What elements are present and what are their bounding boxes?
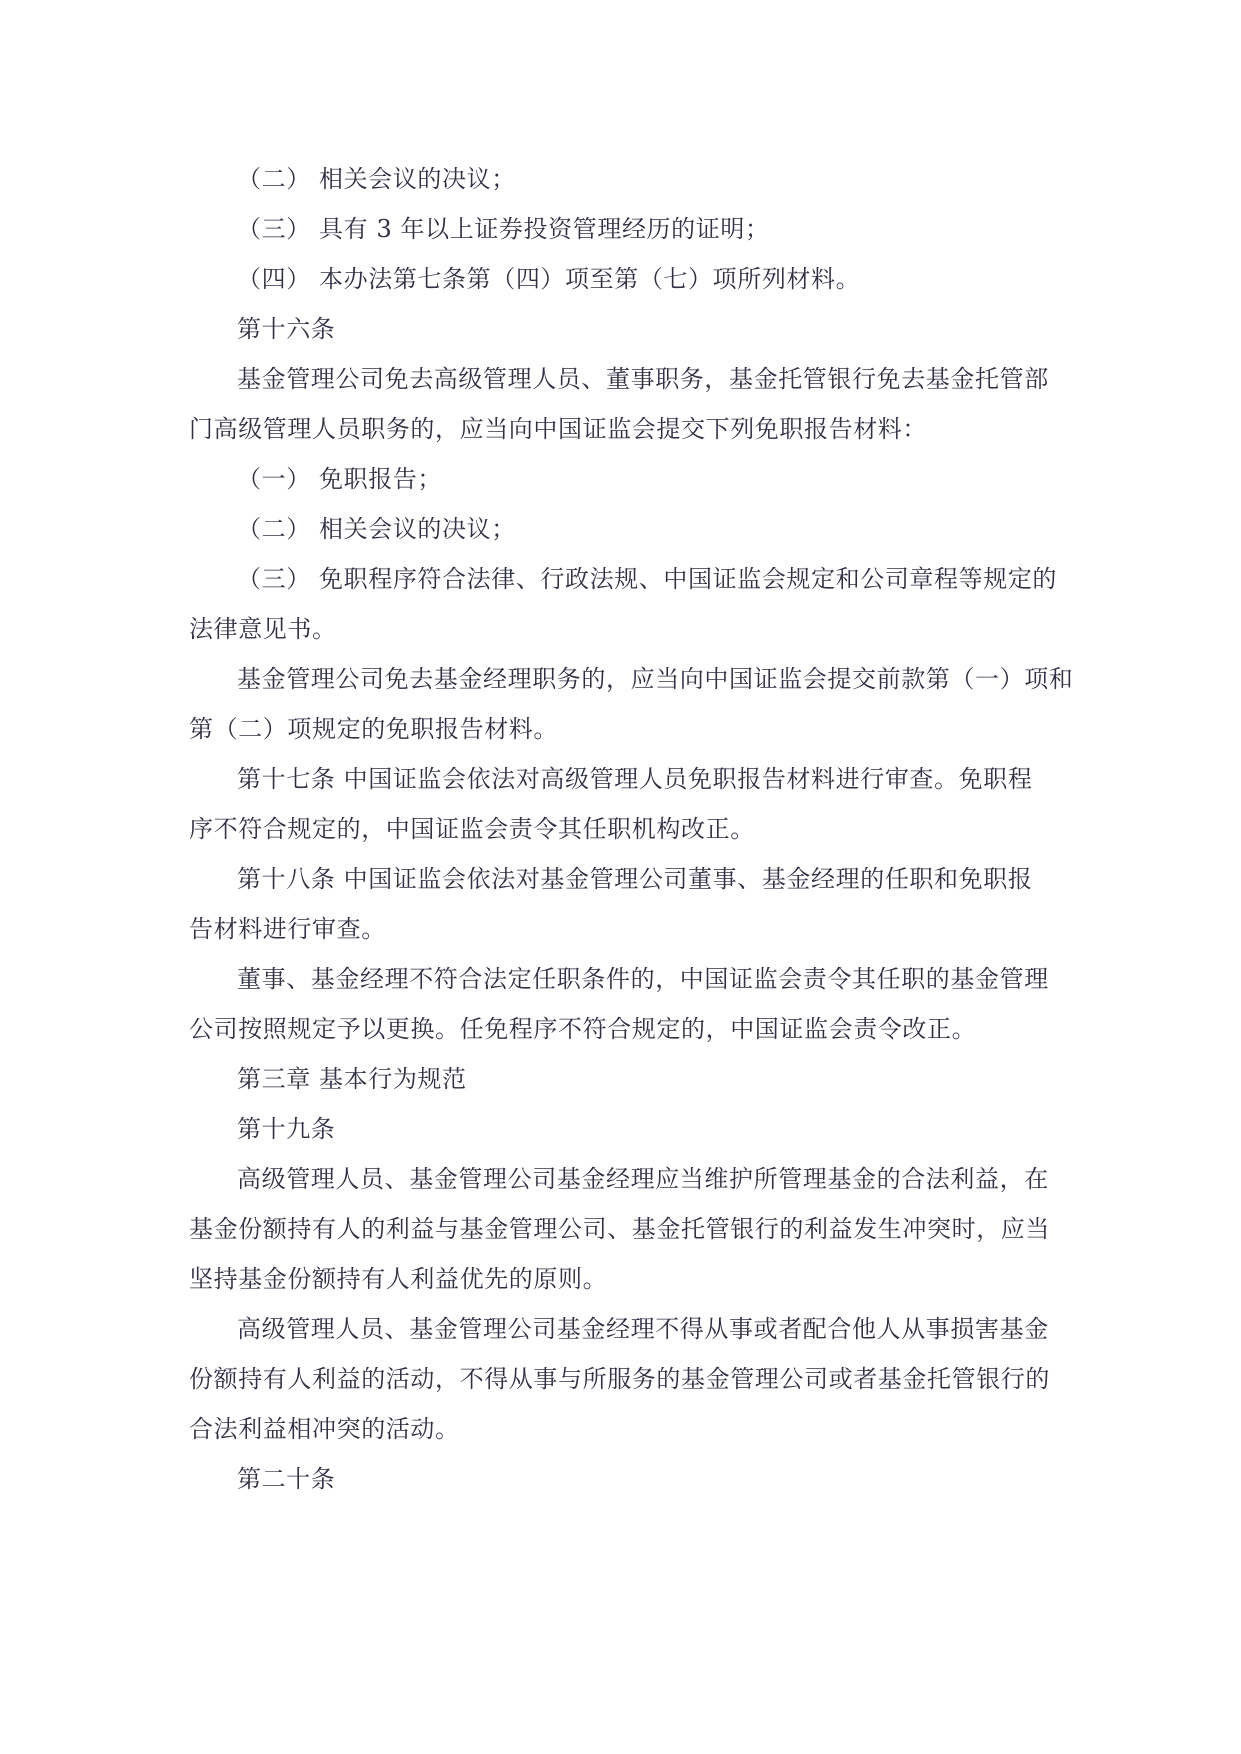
paragraph-line: 公司按照规定予以更换。任免程序不符合规定的，中国证监会责令改正。 [189,1015,977,1043]
document-paragraph [189,554,1061,654]
paragraph-line: 告材料进行审查。 [189,915,386,943]
paragraph-line: 第二十条 [237,1465,336,1493]
paragraph-line: 第十七条 中国证监会依法对高级管理人员免职报告材料进行审查。免职程 [237,765,1033,793]
paragraph-line: （一） 免职报告； [237,465,443,493]
document-paragraph [189,954,1061,1054]
paragraph-line: 第十八条 中国证监会依法对基金管理公司董事、基金经理的任职和免职报 [237,865,1033,893]
paragraph-line: （三） 具有 3 年以上证券投资管理经历的证明； [237,215,770,243]
paragraph-line: 第三章 基本行为规范 [237,1065,467,1093]
paragraph-line: 基金份额持有人的利益与基金管理公司、基金托管银行的利益发生冲突时，应当 [189,1215,1050,1243]
paragraph-line: 法律意见书。 [189,615,337,643]
document-paragraph [189,254,1061,304]
paragraph-line: 序不符合规定的，中国证监会责令其任职机构改正。 [189,815,755,843]
paragraph-line: 第（二）项规定的免职报告材料。 [189,715,558,743]
document-paragraph [189,304,1061,354]
document-paragraph [189,504,1061,554]
document-paragraph [189,1304,1061,1454]
paragraph-line: 份额持有人利益的活动，不得从事与所服务的基金管理公司或者基金托管银行的 [189,1365,1050,1393]
paragraph-line: 第十六条 [237,315,336,343]
document-paragraph [189,154,1061,204]
document-paragraph [189,854,1061,954]
document-paragraph [189,354,1061,454]
paragraph-line: 门高级管理人员职务的，应当向中国证监会提交下列免职报告材料： [189,415,927,443]
document-paragraph [189,1054,1061,1104]
document-paragraph [189,1154,1061,1304]
document-paragraph [189,1104,1061,1154]
document-paragraph [189,754,1061,854]
paragraph-line: （三） 免职程序符合法律、行政法规、中国证监会规定和公司章程等规定的 [237,565,1058,593]
paragraph-line: 第十九条 [237,1115,336,1143]
paragraph-line: 基金管理公司免去基金经理职务的，应当向中国证监会提交前款第（一）项和 [237,665,1074,693]
paragraph-line: （二） 相关会议的决议； [237,165,516,193]
paragraph-line: 坚持基金份额持有人利益优先的原则。 [189,1265,608,1293]
paragraph-line: 董事、基金经理不符合法定任职条件的，中国证监会责令其任职的基金管理 [237,965,1049,993]
paragraph-line: 合法利益相冲突的活动。 [189,1415,460,1443]
paragraph-line: （二） 相关会议的决议； [237,515,516,543]
document-paragraph [189,654,1074,754]
document-body [189,154,1074,1504]
paragraph-line: 高级管理人员、基金管理公司基金经理不得从事或者配合他人从事损害基金 [237,1315,1049,1343]
document-paragraph [189,1454,1061,1504]
document-paragraph [189,204,1061,254]
paragraph-line: 高级管理人员、基金管理公司基金经理应当维护所管理基金的合法利益，在 [237,1165,1049,1193]
paragraph-line: 基金管理公司免去高级管理人员、董事职务，基金托管银行免去基金托管部 [237,365,1049,393]
document-paragraph [189,454,1061,504]
paragraph-line: （四） 本办法第七条第（四）项至第（七）项所列材料。 [237,265,861,293]
